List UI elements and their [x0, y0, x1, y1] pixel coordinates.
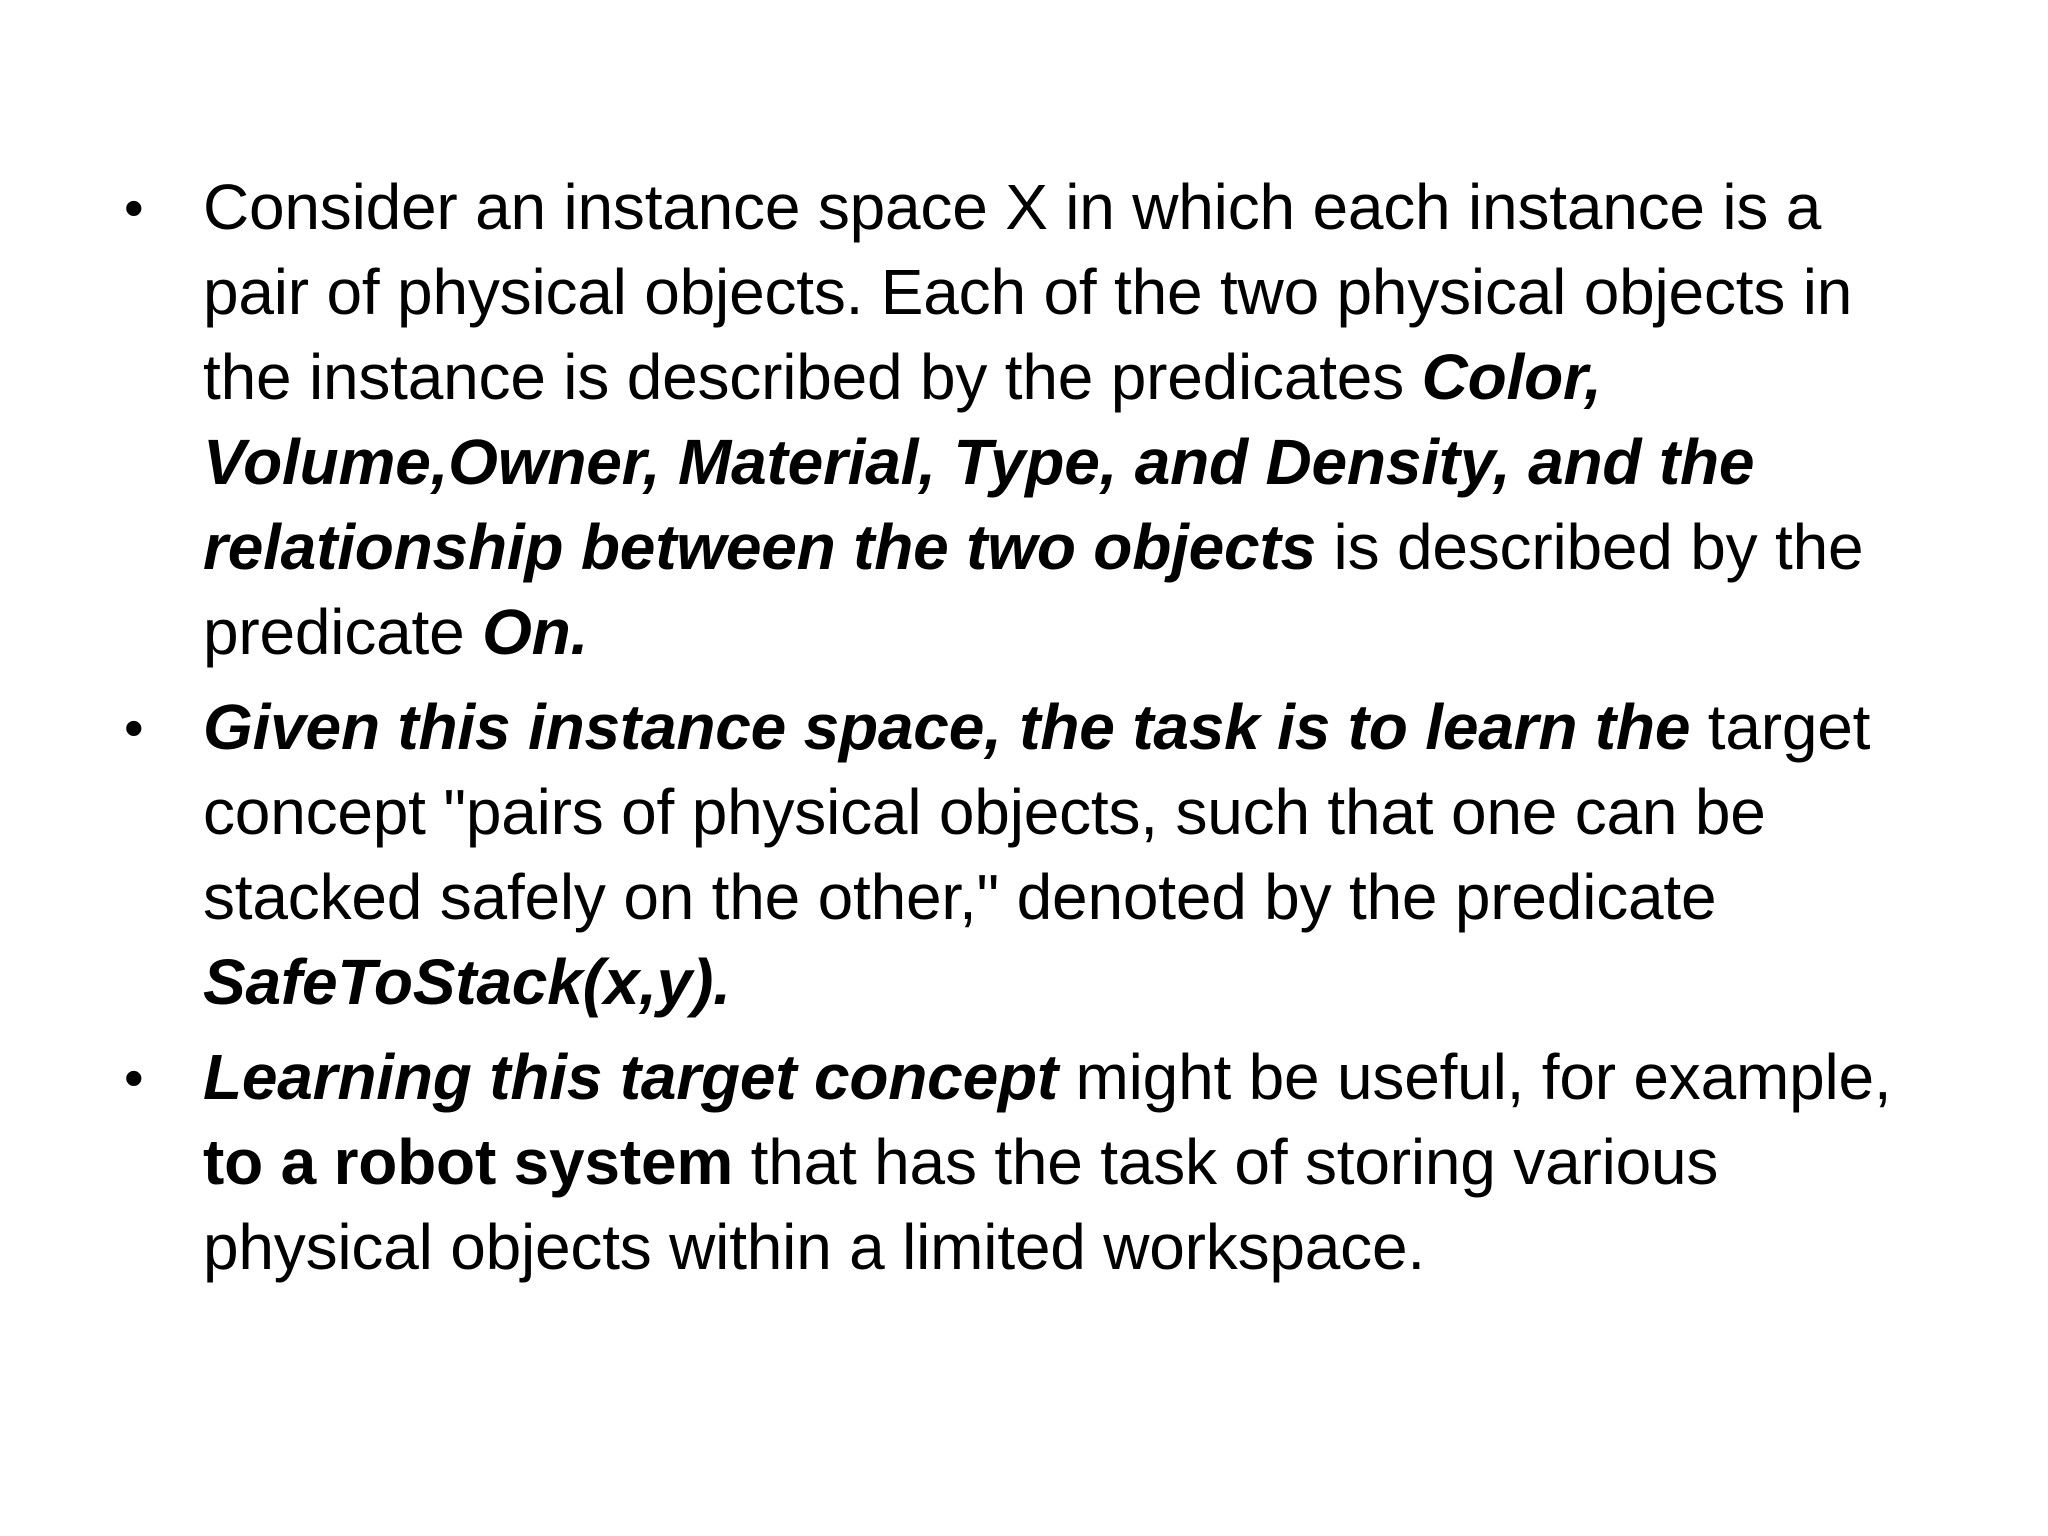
bullet-item-robot-usefulness [118, 1035, 1938, 1290]
bullet-list [118, 165, 1938, 1300]
bullet-2-text: target concept "pairs of physical objects, such that one can be stacked safely on the other," denoted by the predicate [203, 691, 1871, 933]
bullet-2-safetostack-predicate: SafeToStack(x,y). [203, 946, 731, 1018]
bullet-2-emphasis: Given this instance space, the task is to learn the [203, 691, 1691, 763]
bullet-1-predicates-emphasis: Color, Volume,Owner, Material, Type, and Density, and the relationship between the two objects [203, 341, 1755, 583]
bullet-item-target-concept [118, 685, 1938, 1025]
bullet-item-instance-space [118, 165, 1938, 675]
bullet-1-text: Consider an instance space X in which each instance is a pair of physical objects. Each of the two physical objects in the instance is described by the predicates [203, 171, 1853, 413]
bullet-3-text: might be useful, for example, [1057, 1041, 1892, 1113]
bullet-dot-icon: • [124, 176, 144, 239]
bullet-1-on-predicate: On. [482, 596, 589, 668]
bullet-3-robot-emphasis: to a robot system [203, 1126, 734, 1198]
bullet-1-text-continued: is described by the predicate [203, 511, 1864, 668]
bullet-3-emphasis: Learning this target concept [203, 1041, 1058, 1113]
bullet-3-text-continued: that has the task of storing various physical objects within a limited workspace. [203, 1126, 1719, 1283]
bullet-dot-icon: • [124, 696, 144, 759]
bullet-dot-icon: • [124, 1046, 144, 1109]
